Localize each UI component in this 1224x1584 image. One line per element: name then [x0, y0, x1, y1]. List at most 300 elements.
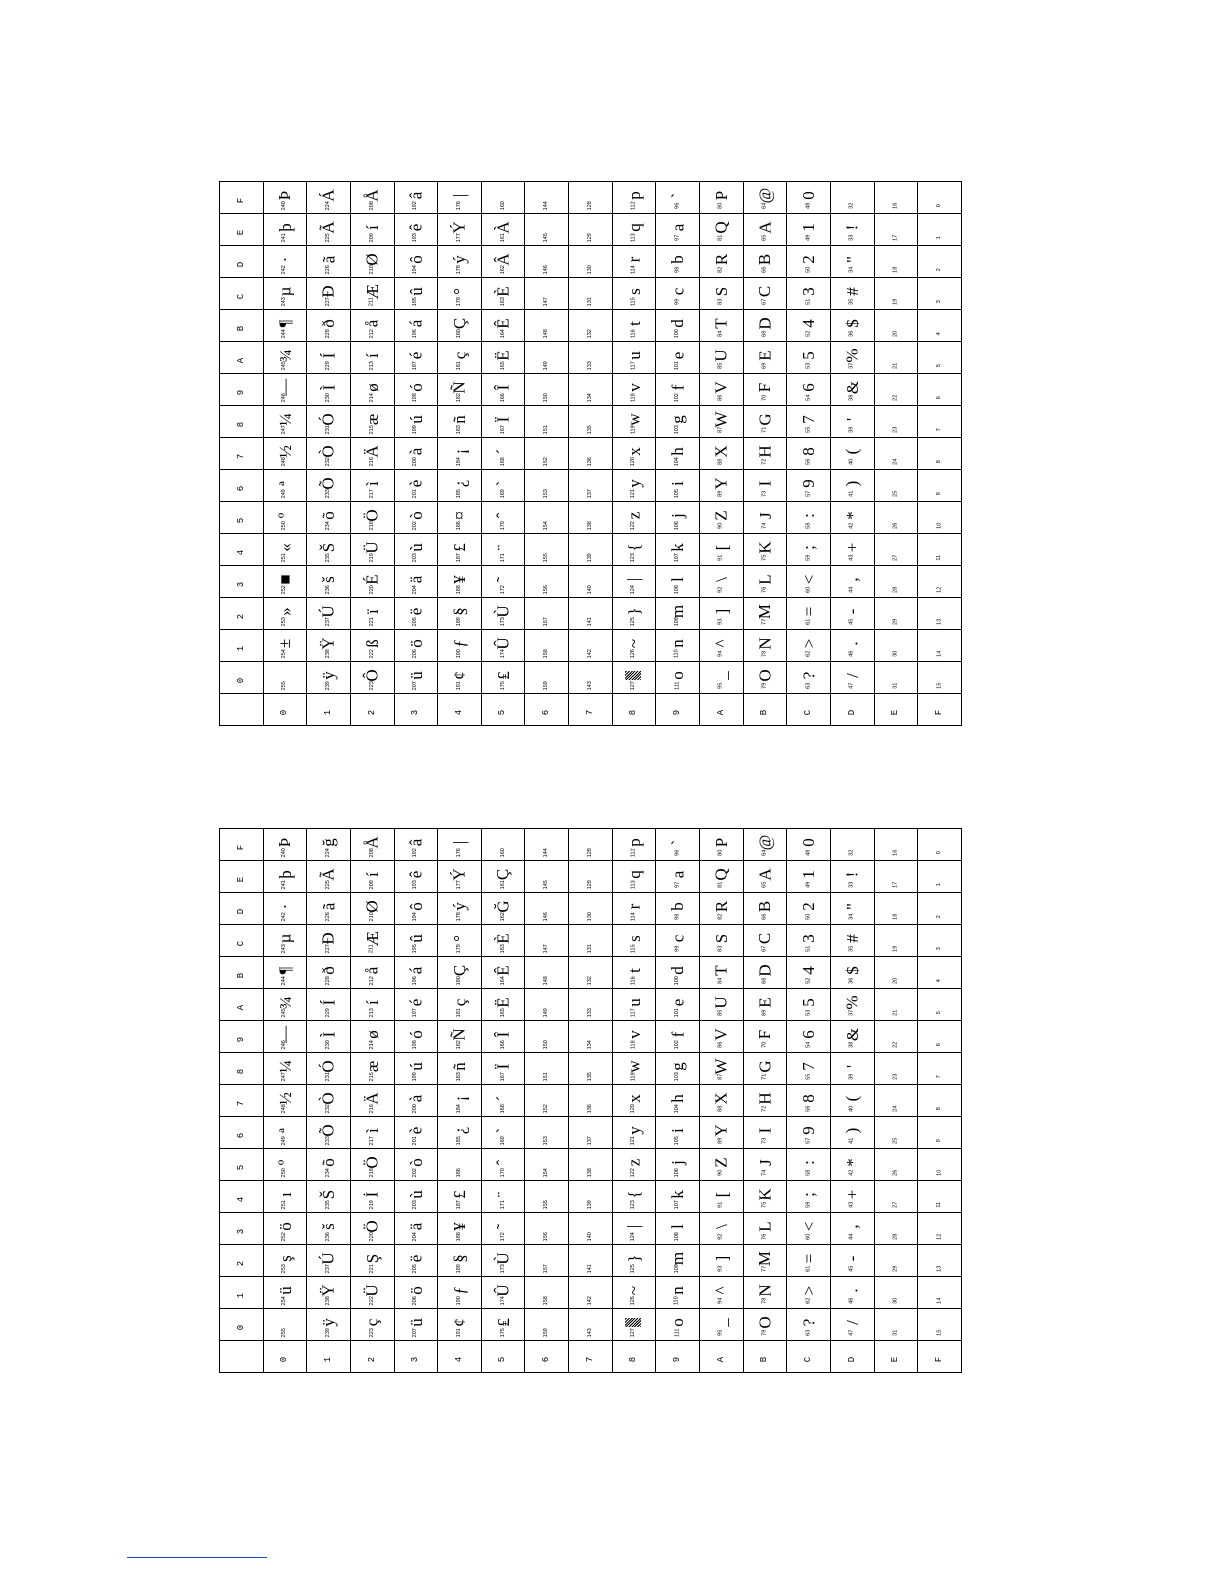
char-glyph: 1 [799, 869, 819, 879]
char-cell [307, 1245, 351, 1277]
char-cell [525, 1245, 569, 1277]
char-code: 136 [586, 456, 593, 467]
char-glyph: j [668, 1159, 688, 1165]
char-glyph: Ê [493, 317, 513, 329]
char-code: 250 [281, 1167, 288, 1178]
char-glyph: [ [711, 1191, 731, 1197]
char-cell [874, 438, 918, 470]
char-glyph: N [755, 636, 775, 650]
char-glyph: j [668, 512, 688, 518]
char-cell [525, 1053, 569, 1085]
char-code: 199 [412, 1071, 419, 1082]
char-glyph: p [624, 190, 644, 200]
char-code: 175 [499, 1327, 506, 1338]
char-glyph: ¢ [450, 670, 470, 680]
char-glyph: 6 [799, 382, 819, 392]
char-glyph: İ [362, 1191, 382, 1197]
char-code: 170 [499, 1167, 506, 1178]
table-row [220, 662, 962, 694]
char-code: 248 [281, 456, 288, 467]
row-header [220, 310, 264, 342]
char-code: 236 [324, 1231, 331, 1242]
char-code: 120 [630, 1103, 637, 1114]
char-glyph: ? [799, 671, 819, 679]
char-cell [656, 182, 700, 214]
char-glyph: \ [711, 576, 731, 582]
char-code: 55 [804, 1073, 811, 1080]
char-glyph: Æ [362, 283, 382, 299]
char-cell [394, 310, 438, 342]
char-code: 29 [892, 1265, 899, 1272]
char-code: 149 [543, 1007, 550, 1018]
char-code: 110 [673, 1296, 680, 1305]
char-glyph: } [624, 1253, 644, 1263]
char-cell [394, 182, 438, 214]
char-cell [307, 182, 351, 214]
table-row [220, 310, 962, 342]
char-code: 102 [673, 1039, 680, 1050]
char-cell [830, 630, 874, 662]
row-header [220, 1085, 264, 1117]
char-cell [700, 534, 744, 566]
char-code: 15 [935, 1329, 942, 1336]
char-glyph: | [450, 840, 470, 844]
char-code: 159 [543, 680, 550, 691]
column-header [830, 1341, 874, 1373]
column-header [874, 1341, 918, 1373]
char-glyph: v [624, 382, 644, 392]
char-glyph: k [668, 542, 688, 552]
char-cell [612, 534, 656, 566]
column-header-label: 8 [628, 709, 639, 715]
char-code: 34 [848, 266, 855, 273]
char-glyph: Ü [362, 540, 382, 554]
char-code: 156 [543, 1231, 550, 1242]
char-code: 120 [630, 456, 637, 467]
char-cell [830, 374, 874, 406]
char-code: 157 [543, 1263, 550, 1274]
char-cell [438, 1117, 482, 1149]
char-code: 214 [368, 392, 375, 403]
char-cell [830, 406, 874, 438]
char-code: 181 [455, 360, 462, 371]
char-cell [263, 630, 307, 662]
char-cell [612, 502, 656, 534]
char-cell [350, 1213, 394, 1245]
char-glyph: £ [450, 542, 470, 552]
char-code: 1 [935, 235, 942, 240]
char-cell [743, 566, 787, 598]
char-code: 127 [630, 680, 637, 691]
char-cell [350, 630, 394, 662]
char-code: 230 [324, 392, 331, 403]
char-cell [612, 374, 656, 406]
char-code: 161 [499, 232, 506, 243]
char-cell [700, 566, 744, 598]
char-cell [307, 1309, 351, 1341]
row-header-label: 0 [235, 1324, 246, 1330]
char-code: 54 [804, 394, 811, 401]
column-header-label: B [759, 1356, 770, 1362]
char-cell [743, 1117, 787, 1149]
char-glyph: ª [275, 1127, 295, 1133]
char-glyph: B [755, 900, 775, 912]
char-code: 245 [281, 1007, 288, 1018]
row-header [220, 534, 264, 566]
char-cell [350, 278, 394, 310]
char-code: 243 [281, 943, 288, 954]
char-code: 238 [324, 1295, 331, 1306]
char-glyph: m [668, 1251, 688, 1265]
char-cell [700, 182, 744, 214]
char-glyph: w [624, 1059, 644, 1073]
char-cell [481, 1309, 525, 1341]
char-cell [787, 1309, 831, 1341]
char-glyph: ¨ [493, 544, 513, 550]
char-glyph: æ [362, 413, 382, 425]
char-code: 242 [281, 264, 288, 275]
char-cell [307, 1117, 351, 1149]
char-code: 192 [412, 200, 419, 211]
column-header [612, 1341, 656, 1373]
char-code: 102 [673, 392, 680, 403]
char-glyph: ô [406, 901, 426, 911]
char-cell [525, 925, 569, 957]
char-cell [263, 1181, 307, 1213]
char-code: 235 [324, 1199, 331, 1210]
char-cell [656, 534, 700, 566]
char-cell [874, 1085, 918, 1117]
char-cell [656, 861, 700, 893]
table-row [220, 182, 962, 214]
char-code: 7 [935, 1074, 942, 1079]
char-glyph: À [493, 220, 513, 234]
char-cell [481, 989, 525, 1021]
char-cell [525, 893, 569, 925]
char-cell [743, 925, 787, 957]
char-glyph: , [842, 1223, 862, 1229]
char-cell [656, 406, 700, 438]
char-cell [700, 470, 744, 502]
char-code: 99 [673, 298, 680, 305]
row-header-label: 0 [235, 677, 246, 683]
char-glyph: Ì [319, 384, 339, 390]
char-glyph: u [624, 997, 644, 1007]
char-cell [263, 438, 307, 470]
char-cell [918, 957, 962, 989]
char-glyph: c [668, 287, 688, 295]
char-code: 218 [368, 520, 375, 531]
char-cell [438, 470, 482, 502]
char-glyph: ½ [275, 1091, 295, 1105]
row-header-label: 4 [235, 1196, 246, 1202]
char-code: 194 [412, 911, 419, 922]
char-glyph: d [668, 318, 688, 328]
char-code: 244 [281, 975, 288, 986]
char-code: 14 [935, 650, 942, 657]
char-cell [787, 278, 831, 310]
table-row [220, 1181, 962, 1213]
char-cell [307, 534, 351, 566]
char-cell [481, 182, 525, 214]
char-code: 109 [673, 1263, 680, 1274]
char-glyph: r [624, 903, 644, 909]
char-cell [612, 829, 656, 861]
char-code: 203 [412, 1199, 419, 1210]
char-code: 176 [455, 847, 462, 858]
char-cell [743, 246, 787, 278]
char-code: 68 [761, 330, 768, 337]
char-glyph: í [362, 999, 382, 1005]
char-glyph: c [668, 934, 688, 942]
char-code: 22 [892, 394, 899, 401]
char-cell [438, 534, 482, 566]
char-code: 196 [412, 975, 419, 986]
char-cell [481, 957, 525, 989]
char-cell [263, 1149, 307, 1181]
char-code: 162 [499, 264, 506, 275]
char-code: 119 [630, 1072, 637, 1081]
char-cell [307, 278, 351, 310]
char-cell [743, 1053, 787, 1085]
char-glyph: ¡ [450, 1095, 470, 1101]
char-code: 158 [543, 1295, 550, 1306]
char-code: 9 [935, 491, 942, 496]
char-cell [350, 470, 394, 502]
char-code: 46 [848, 650, 855, 657]
char-glyph: { [624, 542, 644, 552]
char-cell [307, 566, 351, 598]
column-header-label: 7 [584, 709, 595, 715]
char-cell [394, 893, 438, 925]
char-cell [350, 1117, 394, 1149]
char-code: 124 [630, 584, 637, 595]
char-code: 115 [630, 297, 637, 306]
char-code: 82 [717, 913, 724, 920]
char-code: 168 [499, 1103, 506, 1114]
char-glyph: x [624, 1093, 644, 1103]
char-code: 193 [412, 232, 419, 243]
column-header [525, 1341, 569, 1373]
char-glyph: m [668, 604, 688, 618]
char-cell [394, 662, 438, 694]
char-code: 118 [630, 1040, 637, 1049]
char-glyph: D [755, 963, 775, 977]
char-glyph: ğ [319, 837, 339, 847]
char-cell [481, 502, 525, 534]
char-glyph: Ø [362, 252, 382, 266]
char-glyph: ä [406, 1222, 426, 1230]
char-cell [656, 214, 700, 246]
char-glyph: @ [755, 834, 775, 850]
row-header-label: 3 [235, 1228, 246, 1234]
char-cell [743, 893, 787, 925]
char-code: 242 [281, 911, 288, 922]
char-cell [481, 1245, 525, 1277]
char-glyph: Å [362, 835, 382, 849]
char-code: 187 [455, 552, 462, 563]
char-glyph: á [406, 319, 426, 327]
char-code: 215 [368, 424, 375, 435]
char-cell [700, 1117, 744, 1149]
column-header [743, 694, 787, 726]
char-code: 148 [543, 328, 550, 339]
char-code: 197 [412, 360, 419, 371]
char-code: 2 [935, 914, 942, 919]
char-code: 124 [630, 1231, 637, 1242]
char-code: 76 [761, 1233, 768, 1240]
char-glyph: Ç [450, 964, 470, 976]
char-cell [525, 1181, 569, 1213]
char-code: 189 [455, 1263, 462, 1274]
char-code: 39 [848, 426, 855, 433]
char-code: 190 [455, 648, 462, 659]
char-cell [394, 374, 438, 406]
char-cell [525, 214, 569, 246]
char-cell [350, 925, 394, 957]
char-code: 183 [455, 1071, 462, 1082]
char-glyph: ý [450, 901, 470, 911]
char-glyph: è [406, 479, 426, 487]
char-code: 108 [673, 1231, 680, 1242]
char-cell [394, 598, 438, 630]
char-cell [918, 214, 962, 246]
char-cell [263, 989, 307, 1021]
char-glyph: õ [319, 510, 339, 520]
row-header [220, 1213, 264, 1245]
char-code: 21 [892, 362, 899, 369]
char-cell [569, 182, 613, 214]
char-glyph: ç [450, 998, 470, 1006]
char-glyph: · [275, 903, 295, 909]
char-glyph: t [624, 967, 644, 973]
char-code: 52 [804, 330, 811, 337]
char-cell [350, 893, 394, 925]
char-glyph: ± [275, 638, 295, 648]
char-code: 6 [935, 395, 942, 400]
char-code: 145 [543, 879, 550, 890]
char-cell [350, 989, 394, 1021]
char-glyph: V [711, 380, 731, 394]
char-cell [481, 1117, 525, 1149]
char-cell [700, 310, 744, 342]
char-code: 189 [455, 616, 462, 627]
column-header [656, 694, 700, 726]
char-glyph: 0 [799, 837, 819, 847]
row-header-label: F [235, 844, 246, 850]
char-code: 55 [804, 426, 811, 433]
char-code: 200 [412, 1103, 419, 1114]
char-glyph: C [755, 285, 775, 297]
char-cell [787, 502, 831, 534]
char-code: 86 [717, 1041, 724, 1048]
char-cell [394, 406, 438, 438]
char-glyph: Ò [319, 1091, 339, 1105]
char-code: 33 [848, 881, 855, 888]
char-code: 130 [586, 264, 593, 275]
char-code: 23 [892, 426, 899, 433]
char-cell [350, 829, 394, 861]
char-cell [656, 1085, 700, 1117]
char-code: 133 [586, 1007, 593, 1018]
char-cell [263, 1213, 307, 1245]
char-code: 115 [630, 944, 637, 953]
char-cell [656, 893, 700, 925]
char-code: 0 [935, 850, 942, 855]
char-glyph: ý [450, 254, 470, 264]
char-cell [569, 1117, 613, 1149]
char-code: 227 [324, 296, 331, 307]
corner-cell [220, 694, 264, 726]
char-cell [569, 438, 613, 470]
char-cell [525, 957, 569, 989]
char-code: 141 [586, 616, 593, 627]
char-code: 157 [543, 616, 550, 627]
char-glyph: l [668, 576, 688, 582]
char-cell [918, 1085, 962, 1117]
char-cell [743, 630, 787, 662]
char-cell [656, 310, 700, 342]
char-code: 50 [804, 266, 811, 273]
char-cell [918, 630, 962, 662]
char-cell [787, 662, 831, 694]
char-code: 176 [455, 200, 462, 211]
char-cell [481, 1277, 525, 1309]
char-code: 237 [324, 1263, 331, 1274]
char-cell [830, 278, 874, 310]
column-header [481, 1341, 525, 1373]
char-cell [569, 1085, 613, 1117]
char-glyph: Y [711, 476, 731, 490]
row-header [220, 662, 264, 694]
char-code: 212 [368, 328, 375, 339]
char-glyph: Ó [319, 412, 339, 426]
table-row [220, 957, 962, 989]
column-header [438, 1341, 482, 1373]
char-code: 230 [324, 1039, 331, 1050]
char-code: 232 [324, 456, 331, 467]
char-cell [874, 246, 918, 278]
char-cell [263, 829, 307, 861]
char-glyph: $ [842, 318, 862, 328]
char-glyph: ı [275, 1191, 295, 1197]
char-code: 84 [717, 330, 724, 337]
char-cell [830, 566, 874, 598]
column-header-label: E [890, 709, 901, 715]
char-cell [787, 989, 831, 1021]
char-glyph: Q [711, 220, 731, 234]
column-header [700, 1341, 744, 1373]
column-header-label: 9 [672, 1356, 683, 1362]
char-glyph: ■ [275, 573, 295, 585]
char-code: 47 [848, 682, 855, 689]
row-header [220, 598, 264, 630]
char-cell [438, 925, 482, 957]
char-code: 95 [717, 682, 724, 689]
table-row [220, 342, 962, 374]
char-cell [525, 182, 569, 214]
char-code: 117 [630, 1008, 637, 1017]
char-code: 77 [761, 618, 768, 625]
char-code: 185 [455, 1135, 462, 1146]
char-code: 188 [455, 1231, 462, 1242]
char-glyph: ° [450, 287, 470, 295]
char-code: 50 [804, 913, 811, 920]
char-code: 58 [804, 1169, 811, 1176]
char-cell [918, 598, 962, 630]
char-code: 110 [673, 649, 680, 658]
char-cell [787, 566, 831, 598]
